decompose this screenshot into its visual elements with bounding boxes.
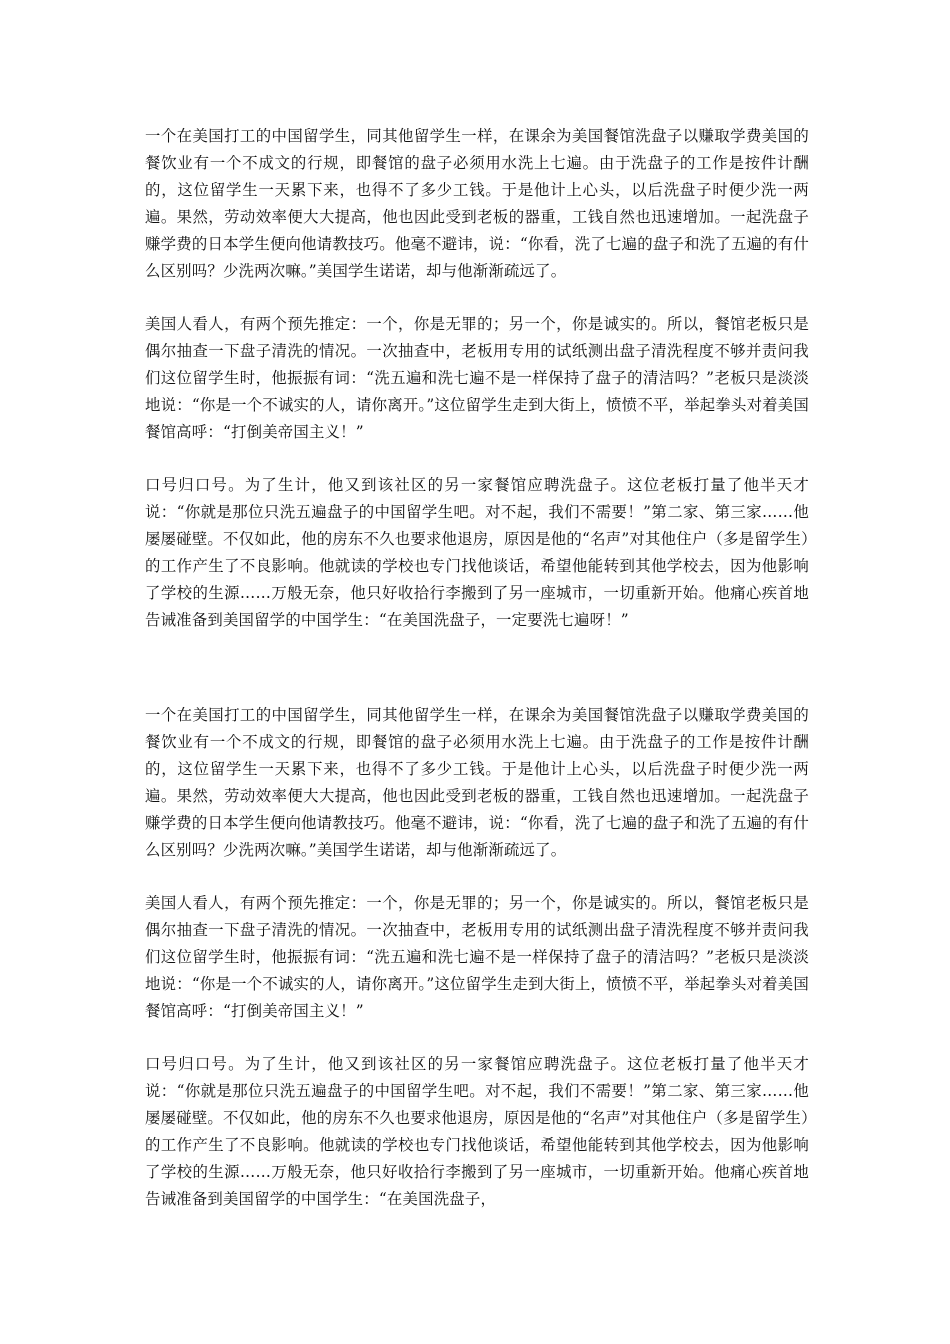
text-block-2 <box>145 702 809 1213</box>
paragraph: 一个在美国打工的中国留学生，同其他留学生一样，在课余为美国餐馆洗盘子以赚取学费美国的餐饮业有一个不成文的行规，即餐馆的盘子必须用水洗上七遍。由于洗盘子的工作是按件计酬的，这位留学生一天累下来，也得不了多少工钱。于是他计上心头，以后洗盘子时便少洗一两遍。果然，劳动效率便大大提高，他也因此受到老板的器重，工钱自然也迅速增加。一起洗盘子赚学费的日本学生便向他请教技巧。他毫不避讳，说：“你看，洗了七遍的盘子和洗了五遍的有什么区别吗？少洗两次嘛。”美国学生诺诺，却与他渐渐疏远了。 <box>145 127 809 280</box>
paragraph: 一个在美国打工的中国留学生，同其他留学生一样，在课余为美国餐馆洗盘子以赚取学费美国的餐饮业有一个不成文的行规，即餐馆的盘子必须用水洗上七遍。由于洗盘子的工作是按件计酬的，这位留学生一天累下来，也得不了多少工钱。于是他计上心头，以后洗盘子时便少洗一两遍。果然，劳动效率便大大提高，他也因此受到老板的器重，工钱自然也迅速增加。一起洗盘子赚学费的日本学生便向他请教技巧。他毫不避讳，说：“你看，洗了七遍的盘子和洗了五遍的有什么区别吗？少洗两次嘛。”美国学生诺诺，却与他渐渐疏远了。 <box>145 706 809 859</box>
paragraph: 美国人看人，有两个预先推定：一个，你是无罪的；另一个，你是诚实的。所以，餐馆老板只是偶尔抽查一下盘子清洗的情况。一次抽查中，老板用专用的试纸测出盘子清洗程度不够并责问我们这位留学生时，他振振有词：“洗五遍和洗七遍不是一样保持了盘子的清洁吗？”老板只是淡淡地说：“你是一个不诚实的人，请你离开。”这位留学生走到大街上，愤愤不平，举起拳头对着美国餐馆高呼：“打倒美帝国主义！” <box>145 894 809 1020</box>
text-block-1 <box>145 123 809 634</box>
paragraph: 美国人看人，有两个预先推定：一个，你是无罪的；另一个，你是诚实的。所以，餐馆老板只是偶尔抽查一下盘子清洗的情况。一次抽查中，老板用专用的试纸测出盘子清洗程度不够并责问我们这位留学生时，他振振有词：“洗五遍和洗七遍不是一样保持了盘子的清洁吗？”老板只是淡淡地说：“你是一个不诚实的人，请你离开。”这位留学生走到大街上，愤愤不平，举起拳头对着美国餐馆高呼：“打倒美帝国主义！” <box>145 315 809 441</box>
paragraph: 口号归口号。为了生计，他又到该社区的另一家餐馆应聘洗盘子。这位老板打量了他半天才说：“你就是那位只洗五遍盘子的中国留学生吧。对不起，我们不需要！”第二家、第三家……他屡屡碰壁。不仅如此，他的房东不久也要求他退房，原因是他的“名声”对其他住户（多是留学生）的工作产生了不良影响。他就读的学校也专门找他谈话，希望他能转到其他学校去，因为他影响了学校的生源……万般无奈，他只好收拾行李搬到了另一座城市，一切重新开始。他痛心疾首地告诫准备到美国留学的中国学生：“在美国洗盘子， <box>145 1055 809 1208</box>
document-page <box>145 123 809 1213</box>
block-spacer <box>145 634 809 702</box>
paragraph: 口号归口号。为了生计，他又到该社区的另一家餐馆应聘洗盘子。这位老板打量了他半天才说：“你就是那位只洗五遍盘子的中国留学生吧。对不起，我们不需要！”第二家、第三家……他屡屡碰壁。不仅如此，他的房东不久也要求他退房，原因是他的“名声”对其他住户（多是留学生）的工作产生了不良影响。他就读的学校也专门找他谈话，希望他能转到其他学校去，因为他影响了学校的生源……万般无奈，他只好收拾行李搬到了另一座城市，一切重新开始。他痛心疾首地告诫准备到美国留学的中国学生：“在美国洗盘子，一定要洗七遍呀！” <box>145 476 809 629</box>
